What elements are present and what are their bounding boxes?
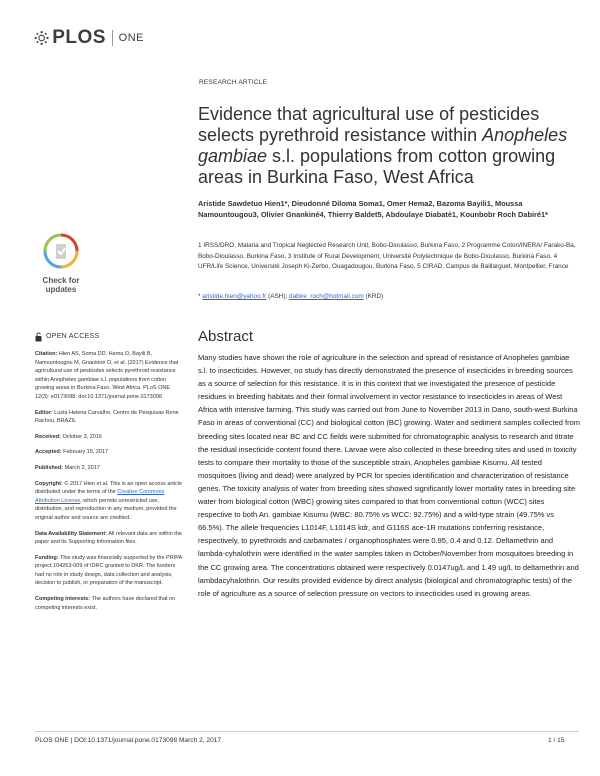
title-species: Anopheles gambiae <box>198 125 568 166</box>
open-access-label <box>35 332 185 342</box>
corresponding-contact <box>198 293 578 300</box>
title-part-2: s.l. populations from cotton growing areas in Burkina Faso, West Africa <box>198 146 556 187</box>
check-updates-icon <box>43 233 79 269</box>
data-availability-text: All relevant data are within the paper and its Supporting Information files. <box>35 530 182 546</box>
received-label: Received: <box>35 433 61 440</box>
open-lock-icon <box>35 332 42 342</box>
check-updates-label <box>38 276 84 294</box>
contact-suffix: (KRD) <box>363 293 384 300</box>
funding-block <box>35 554 185 588</box>
published-block <box>35 464 185 473</box>
check-for-updates-button[interactable] <box>38 233 84 295</box>
logo-divider <box>112 30 113 46</box>
article-title <box>198 104 578 188</box>
footer-divider <box>35 731 579 732</box>
competing-interests-block <box>35 595 185 612</box>
journal-name: ONE <box>118 32 144 44</box>
published-label: Published: <box>35 464 64 471</box>
article-type: RESEARCH ARTICLE <box>199 79 268 86</box>
received-date: October 3, 2016 <box>61 433 102 440</box>
affiliations: 1 IRSS/DRO, Malaria and Tropical Neglected Research Unit, Bobo-Dioulasso, Burkina Faso, 2 Programme Coton/INERA/ Farako-Ba, Bobo-Dioulasso, Burkina Faso, 3 Institute of Rural Development, Université Polytechnique de Bobo-Dioulasso, Burkina Faso, 4 UFR/Life Science, Université Joseph Ki-Zerbo, Ouagadougou, Burkina Faso, 5 CIRAD, Campus de Baillarguet, Montpellier, France <box>198 242 576 270</box>
email-link-2[interactable]: dabire_roch@hotmail.com <box>289 293 364 300</box>
copyright-text-2: , which permits unrestricted use, distribution, and reproduction in any medium, provided the original author and source are credited. <box>35 497 177 521</box>
funding-text: This study was financially supported by the PRIPA project 104263-009 of IDRC granted to DKR. The funders had no role in study design, data collection and analysis, decision to publish, or preparation of the manuscript. <box>35 554 182 587</box>
contact-prefix: * <box>198 293 203 300</box>
editor-block <box>35 409 185 426</box>
published-date: March 2, 2017 <box>63 464 100 471</box>
received-block <box>35 433 185 442</box>
accepted-block <box>35 448 185 457</box>
competing-interests-label: Competing interests: <box>35 596 91 603</box>
open-access-text: OPEN ACCESS <box>46 332 100 340</box>
abstract-heading: Abstract <box>198 328 254 345</box>
data-availability-label: Data Availability Statement: <box>35 530 108 537</box>
email-link-1[interactable]: aristide.hien@yahoo.fr <box>202 293 267 300</box>
footer-citation: PLOS ONE | DOI:10.1371/journal.pone.0173098 March 2, 2017 <box>35 737 222 744</box>
accepted-date: February 15, 2017 <box>61 449 109 456</box>
funding-label: Funding: <box>35 554 59 561</box>
check-updates-line2: updates <box>45 285 77 294</box>
copyright-label: Copyright: <box>35 480 63 487</box>
competing-interests-text: The authors have declared that no competing interests exist. <box>35 596 176 611</box>
copyright-text: © 2017 Hien et al. This is an open access article distributed under the terms of the <box>35 480 183 496</box>
editor-label: Editor: <box>35 409 53 416</box>
author-list: Aristide Sawdetuo Hien1*, Dieudonné Diloma Soma1, Omer Hema2, Bazoma Bayili1, Moussa Namountougou3, Olivier Gnankiné4, Thierry Baldet5, Abdoulaye Diabaté1, Kounbobr Roch Dabiré1* <box>198 199 549 219</box>
citation-block <box>35 350 185 402</box>
citation-text: Hien AS, Soma DD, Hema O, Bayili B, Namountougou M, Gnankiné O, et al. (2017) Evidence that agricultural use of pesticides selects pyrethroid resistance within Anopheles gambiae s.l. populations from cotton growing areas in Burkina Faso, West Africa. PLoS ONE 12(3): e0173098. doi:10.1371/journal.pone.0173098 <box>35 351 179 400</box>
abstract-body: Many studies have shown the role of agriculture in the selection and spread of resistance of Anopheles gambiae s.l. to insecticides. However, no study has directly demonstrated the presence of insecticides in breeding sources as a source of selection for this resistance. It is in this context that we investigated the presence of pesticide residues in breeding habitats and their formal involvement in vector resistance to insecticides in areas of West Africa with intensive farming. This study was carried out from June to November 2013 in Dano, south-west Burkina Faso in areas of conventional (CC) and biological cotton (BC) growing. Water and sediment samples collected from breeding sites located near BC and CC fields were submitted for chromatographic analysis to research and titrate the residual insecticide content found there. Larvae were also collected in these breeding sites and used in toxicity tests to compare their mortality to those of the susceptible strain, Anopheles gambiae Kisumu. All tested mosquitoes (living and dead) were analyzed by PCR for species identification and characterization of resistance genes. The toxicity analysis of water from breeding sites showed significantly lower mortality rates in breeding site water from biological cotton (WBC) growing sites compared to that from conventional cotton (WCC) sites respective to both An. gambiae Kisumu (WBC: 80.75% vs WCC: 92.75%) and a wild-type strain (49.75% vs 66.5%). The allele frequencies L1014F, L1014S kdr, and G116S ace-1R mutations conferring resistance, respectively, to pyrethroids and carbamates / organophosphates were 0.95, 0.4 and 0.12. Deltamethrin and lambda-cyhalothrin were identified in the water samples taken in October/November from mosquitoes breeding in the CC growing area. The concentrations obtained were respectively 0.0147ug/L and 1.49 ug/L to deltamethrin and lambdacyhalothrin. Our results provided evidence by direct analysis (biological and chromatographic tests) of the role of agriculture as a source of selection pressure on vectors to insecticides used in growing areas. <box>198 353 580 598</box>
copyright-block <box>35 480 185 523</box>
brand-name: PLOS <box>52 27 106 48</box>
accepted-label: Accepted: <box>35 449 62 456</box>
editor-text: Luzia Helena Carvalho, Centro de Pesquisas Rene Rachou, BRAZIL <box>35 409 179 425</box>
plos-sun-icon <box>34 27 49 49</box>
license-link[interactable]: Creative Commons Attribution License <box>35 489 165 504</box>
citation-label: Citation: <box>35 351 58 357</box>
page-number: 1 / 15 <box>548 737 565 744</box>
check-updates-line1: Check for <box>42 276 80 285</box>
contact-mid: (ASH); <box>266 293 290 300</box>
plos-one-logo[interactable] <box>34 26 144 50</box>
article-info-sidebar <box>35 332 185 619</box>
title-part-1: Evidence that agricultural use of pesticides selects pyrethroid resistance within <box>198 104 540 145</box>
data-availability-block <box>35 530 185 547</box>
